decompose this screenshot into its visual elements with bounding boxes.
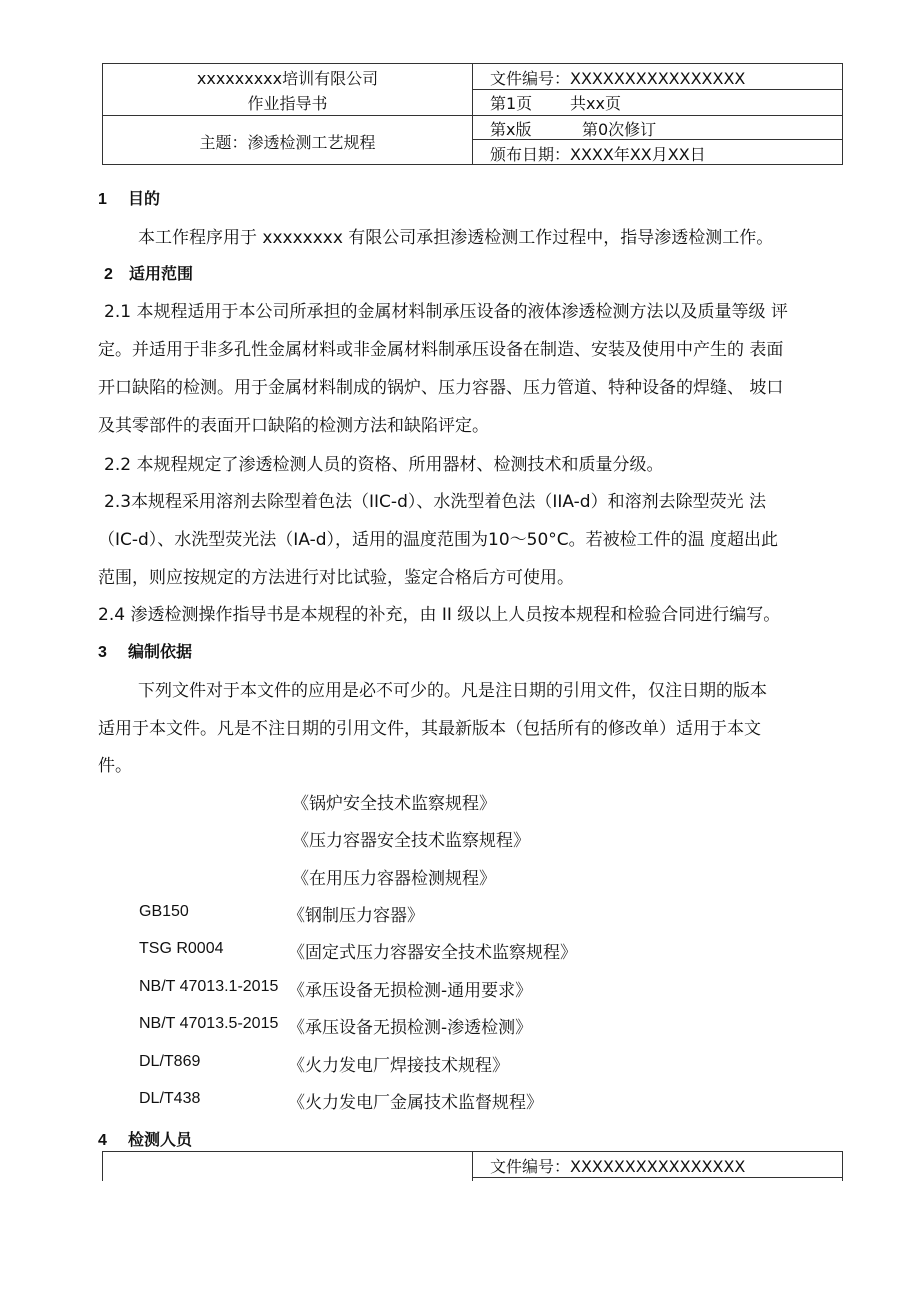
header-table [102,63,843,165]
section-2-heading [104,261,193,284]
header-divider-left [103,115,472,116]
revision: 第0次修订 [582,120,657,139]
next-header-table [102,1151,843,1181]
standard-code: TSG R0004 [139,940,224,957]
header-divider-vertical [472,64,473,164]
regulation-3: 《在用压力容器检测规程》 [292,869,496,889]
para-2-1-line-2: 定。并适用于非多孔性金属材料或非金属材料制承压设备在制造、安装及使用中产生的 表面 [98,340,784,360]
next-header-divider-r1 [472,1177,842,1178]
para-2-1-line-4: 及其零部件的表面开口缺陷的检测方法和缺陷评定。 [98,416,489,436]
doc-number: 文件编号：XXXXXXXXXXXXXXXX [490,69,746,88]
para-2-4: 2.4 渗透检测操作指导书是本规程的补充，由 II 级以上人员按本规程和检验合同进行编写。 [98,605,781,625]
standard-title: 《承压设备无损检测-通用要求》 [288,981,533,1001]
section-3-text-line-1: 下列文件对于本文件的应用是必不可少的。凡是注日期的引用文件，仅注日期的版本 [138,681,767,701]
para-2-1-line-3: 开口缺陷的检测。用于金属材料制成的锅炉、压力容器、压力管道、特种设备的焊缝、 坡口 [98,378,784,398]
section-4-title: 检测人员 [128,1132,193,1149]
section-3-heading [98,639,192,662]
regulation-1: 《锅炉安全技术监察规程》 [292,794,496,814]
section-3-text-line-2: 适用于本文件。凡是不注日期的引用文件，其最新版本（包括所有的修改单）适用于本文 [98,719,761,739]
doc-subject: 主题：渗透检测工艺规程 [199,133,376,152]
section-2-number: 2 [104,266,113,283]
section-3-text-line-3: 件。 [98,756,132,776]
standard-title: 《承压设备无损检测-渗透检测》 [288,1018,533,1038]
header-divider-r1 [472,89,842,90]
standard-code: DL/T438 [139,1090,201,1107]
next-doc-number: 文件编号：XXXXXXXXXXXXXXXX [490,1157,746,1176]
standard-code: NB/T 47013.1-2015 [139,978,279,995]
doc-type: 作业指导书 [247,94,328,113]
para-2-3-line-2: （IC-d）、水洗型荧光法（IA-d），适用的温度范围为10～50°C。若被检工件的温 度超出此 [98,530,779,550]
para-2-3-line-1: 2.3本规程采用溶剂去除型着色法（IIC-d）、水洗型着色法（IIA-d）和溶剂去除型荧光 法 [104,492,766,512]
standard-title: 《固定式压力容器安全技术监察规程》 [288,943,577,963]
section-4-heading [98,1127,192,1150]
edition: 第x版 [490,120,532,139]
standard-title: 《钢制压力容器》 [288,906,424,926]
section-1-number: 1 [98,191,107,208]
section-2-title: 适用范围 [129,266,194,283]
standard-title: 《火力发电厂金属技术监督规程》 [288,1093,543,1113]
company-name: xxxxxxxxx培训有限公司 [196,69,379,88]
section-1-title: 目的 [128,191,161,208]
page-total: 共xx页 [570,94,621,113]
standard-code: GB150 [139,903,189,920]
standard-title: 《火力发电厂焊接技术规程》 [288,1056,509,1076]
section-1-text: 本工作程序用于 xxxxxxxx 有限公司承担渗透检测工作过程中，指导渗透检测工作。 [138,228,774,248]
section-3-title: 编制依据 [128,644,193,661]
header-divider-r2 [472,115,842,116]
para-2-2: 2.2 本规程规定了渗透检测人员的资格、所用器材、检测技术和质量分级。 [104,455,664,475]
issue-date: 颁布日期：XXXX年XX月XX日 [490,145,706,164]
section-1-heading [98,186,160,209]
section-4-number: 4 [98,1132,107,1149]
standard-code: NB/T 47013.5-2015 [139,1015,279,1032]
standard-code: DL/T869 [139,1053,201,1070]
para-2-3-line-3: 范围，则应按规定的方法进行对比试验，鉴定合格后方可使用。 [98,568,574,588]
section-3-number: 3 [98,644,107,661]
page-number: 第1页 [490,94,533,113]
regulation-2: 《压力容器安全技术监察规程》 [292,831,530,851]
para-2-1-line-1: 2.1 本规程适用于本公司所承担的金属材料制承压设备的液体渗透检测方法以及质量等级 评 [104,302,788,322]
